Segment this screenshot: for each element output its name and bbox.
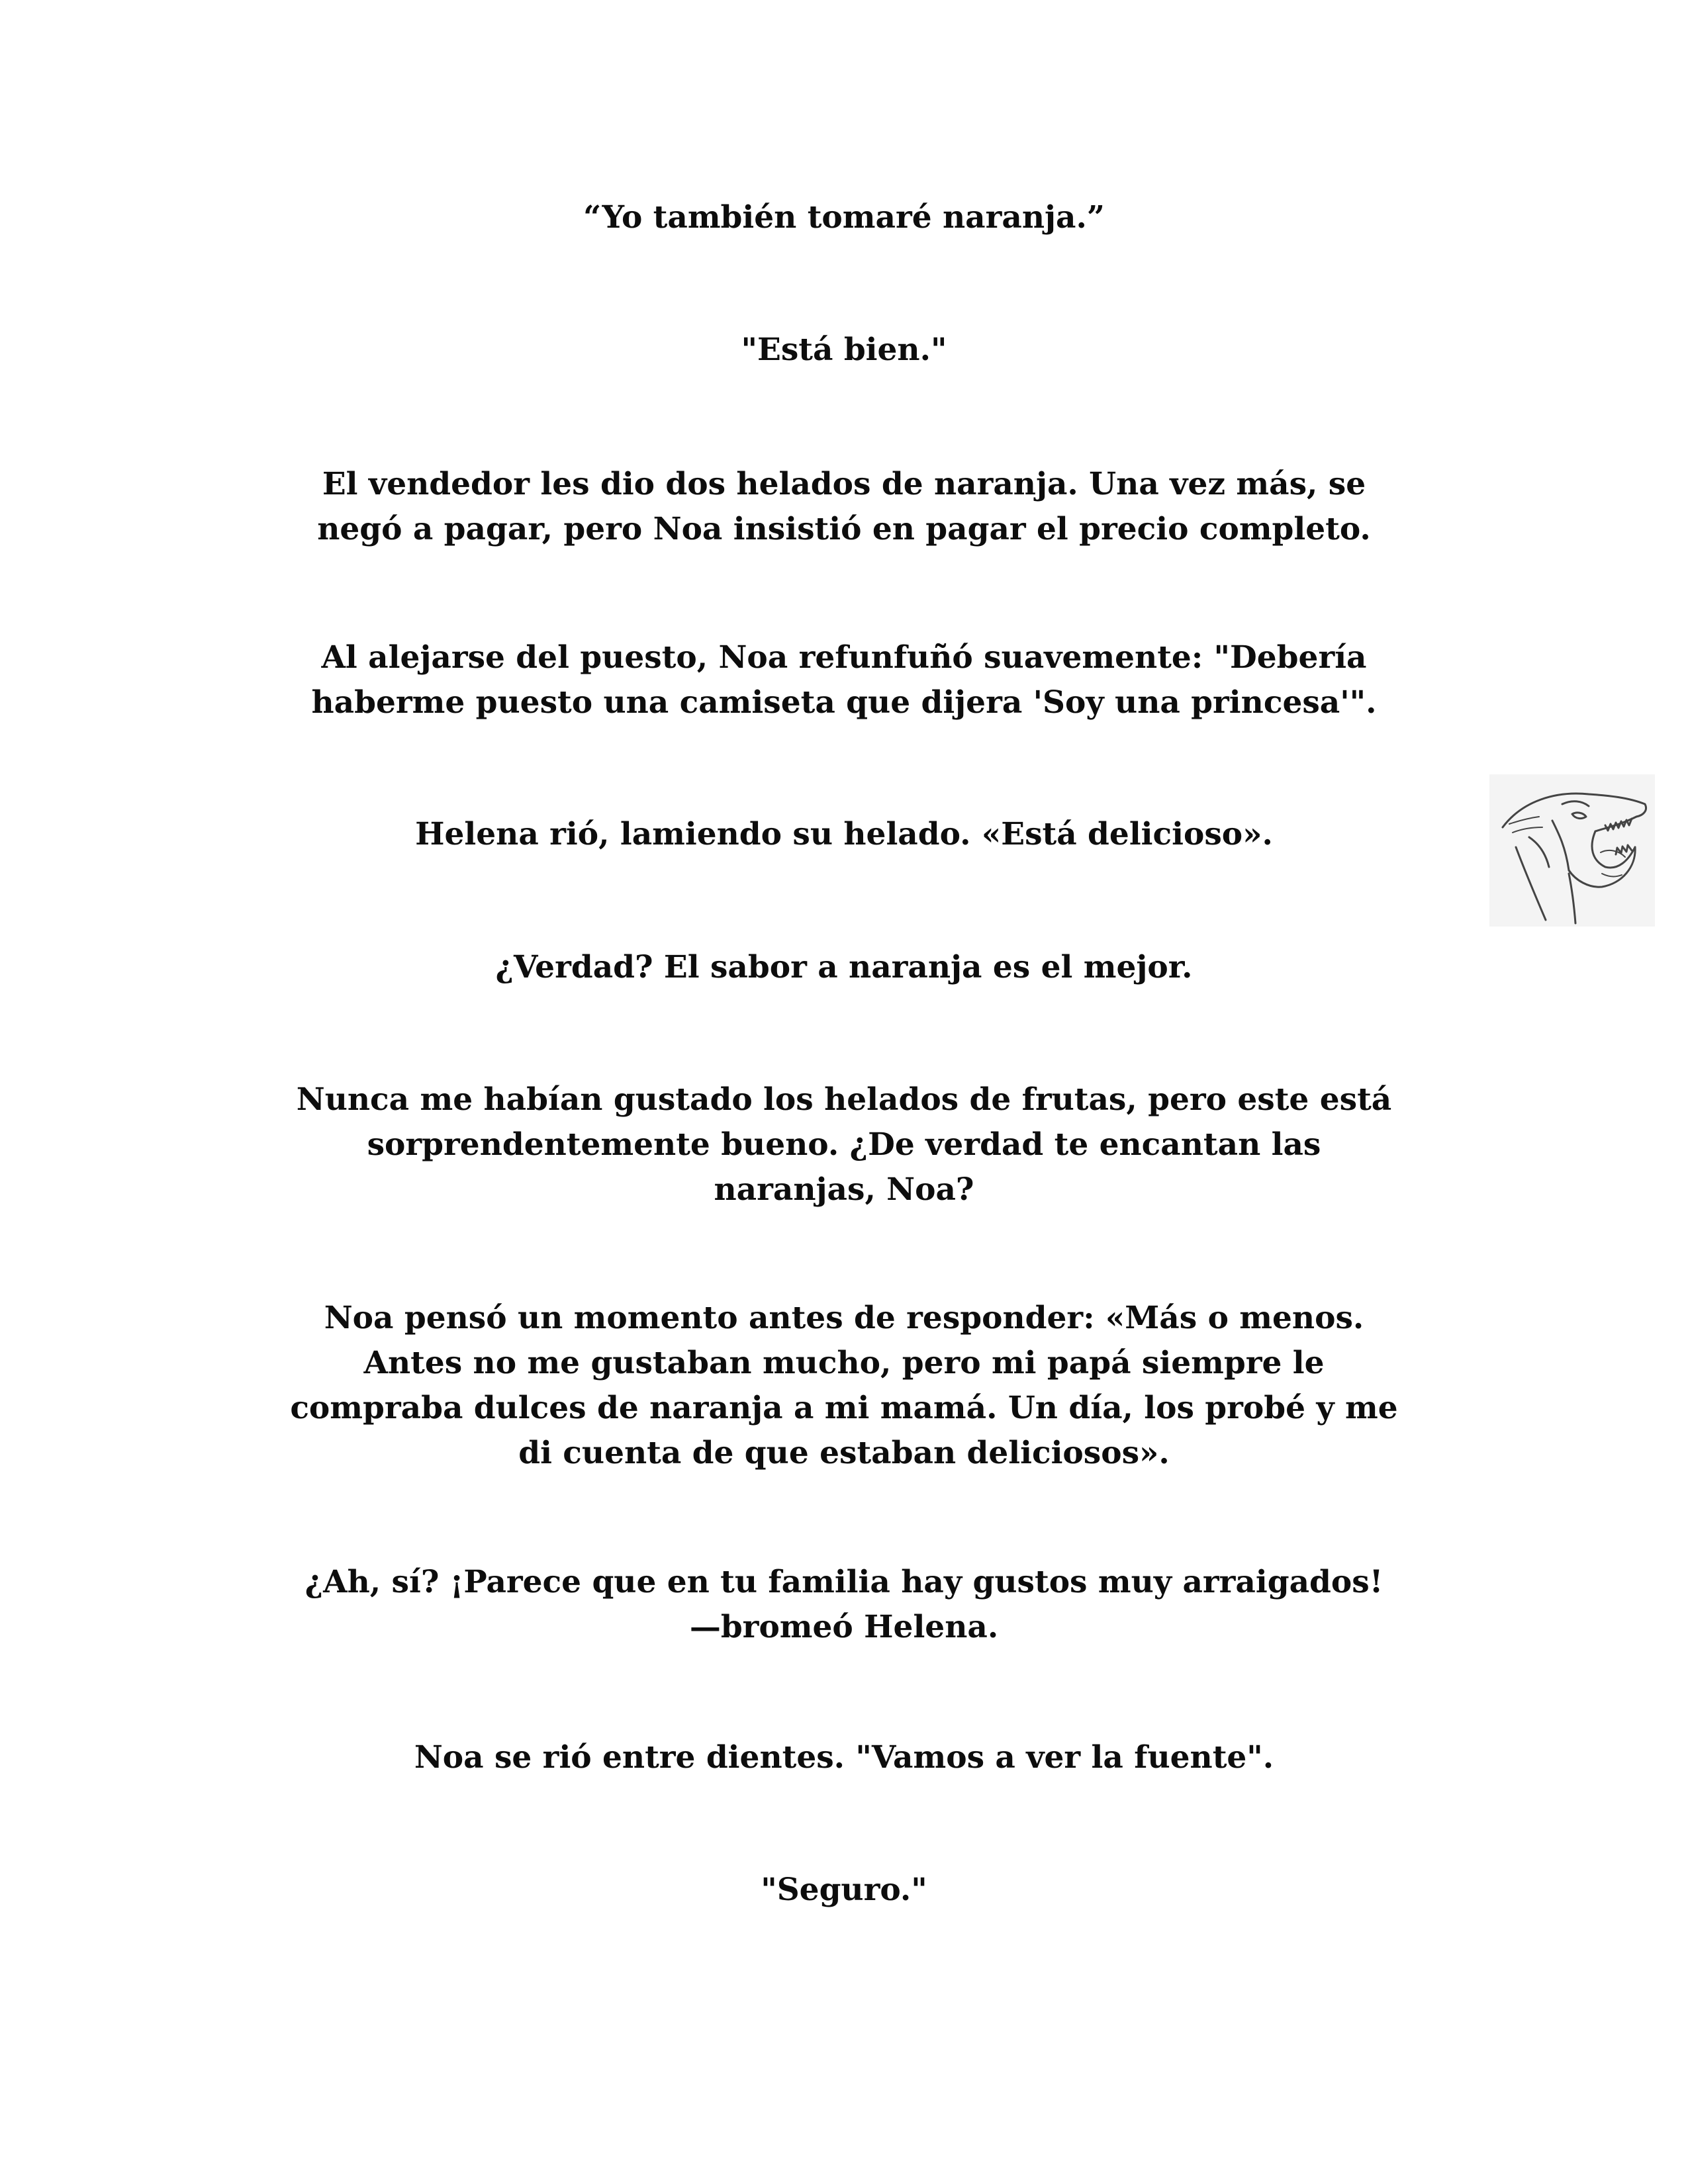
paragraph-9: ¿Ah, sí? ¡Parece que en tu familia hay gustos muy arraigados! —bromeó Helena. xyxy=(305,1564,1383,1645)
paragraph-2: "Está bien." xyxy=(741,332,947,368)
paragraph-7: Nunca me habían gustado los helados de frutas, pero este está sorprendentemente bueno. ¿De verdad te encantan las naranjas, Noa? xyxy=(296,1081,1392,1208)
paragraph-11: "Seguro." xyxy=(761,1872,927,1908)
paragraph-1: “Yo también tomaré naranja.” xyxy=(583,199,1105,236)
paragraph-6: ¿Verdad? El sabor a naranja es el mejor. xyxy=(495,949,1193,985)
paragraph-4: Al alejarse del puesto, Noa refunfuñó suavemente: "Debería haberme puesto una camiseta que dijera 'Soy una princesa'". xyxy=(311,639,1377,721)
dinosaur-head-sketch-icon xyxy=(1489,774,1655,927)
paragraph-8: Noa pensó un momento antes de responder: «Más o menos. Antes no me gustaban mucho, pero mi papá siempre le compraba dulces de naranja a mi mamá. Un día, los probé y me di cuenta de que estaban deliciosos». xyxy=(290,1300,1398,1471)
paragraph-10: Noa se rió entre dientes. "Vamos a ver la fuente". xyxy=(414,1739,1274,1776)
paragraph-3: El vendedor les dio dos helados de naranja. Una vez más, se negó a pagar, pero Noa insistió en pagar el precio completo. xyxy=(317,466,1371,547)
paragraph-5: Helena rió, lamiendo su helado. «Está delicioso». xyxy=(415,816,1273,852)
